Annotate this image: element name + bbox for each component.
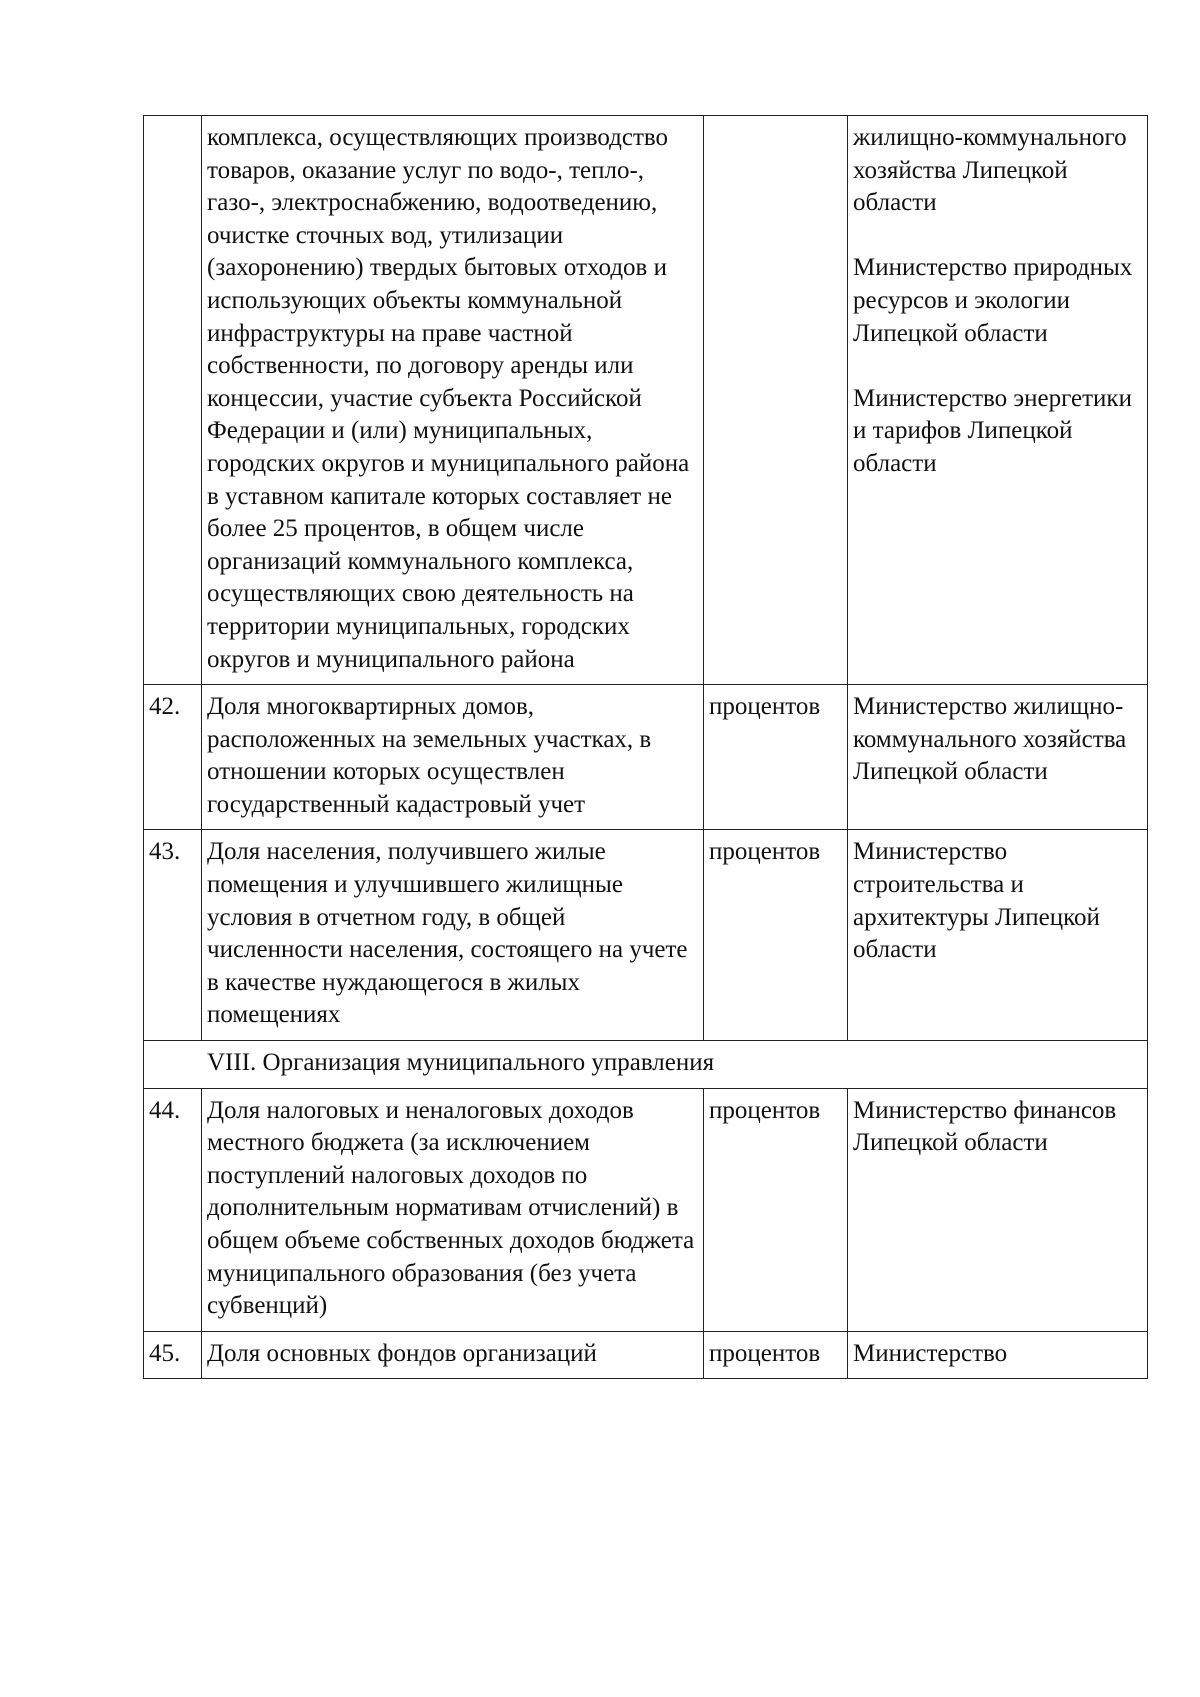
indicator-name: Доля основных фондов организаций bbox=[202, 1331, 704, 1379]
table-row bbox=[144, 1088, 1148, 1331]
indicator-name: Доля многоквартирных домов, расположенных на земельных участках, в отношении которых осуществлен государственный кадастровый учет bbox=[202, 685, 704, 830]
unit-cell bbox=[704, 116, 848, 685]
org-name: жилищно-коммунального хозяйства Липецкой области bbox=[853, 124, 1127, 217]
row-number: 44. bbox=[144, 1088, 202, 1331]
indicator-name: Доля населения, получившего жилые помещения и улучшившего жилищные условия в отчетном году, в общей численности населения, состоящего на учете в качестве нуждающегося в жилых помещениях bbox=[202, 830, 704, 1041]
responsible-org bbox=[848, 116, 1148, 685]
unit-cell: процентов bbox=[704, 1331, 848, 1379]
row-number: 43. bbox=[144, 830, 202, 1041]
unit-cell: процентов bbox=[704, 685, 848, 830]
row-number: 42. bbox=[144, 685, 202, 830]
org-name: Министерство природных ресурсов и экологии Липецкой области bbox=[853, 254, 1133, 347]
table-row bbox=[144, 1331, 1148, 1379]
responsible-org: Министерство bbox=[848, 1331, 1148, 1379]
row-number: 45. bbox=[144, 1331, 202, 1379]
unit-cell: процентов bbox=[704, 1088, 848, 1331]
responsible-org: Министерство финансов Липецкой области bbox=[848, 1088, 1148, 1331]
table-row bbox=[144, 830, 1148, 1041]
row-number bbox=[144, 116, 202, 685]
org-name: Министерство энергетики и тарифов Липецкой области bbox=[853, 384, 1132, 477]
responsible-org: Министерство жилищно-коммунального хозяйства Липецкой области bbox=[848, 685, 1148, 830]
responsible-org: Министерство строительства и архитектуры Липецкой области bbox=[848, 830, 1148, 1041]
indicator-name: Доля налоговых и неналоговых доходов местного бюджета (за исключением поступлений налоговых доходов по дополнительным нормативам отчислений) в общем объеме собственных доходов бюджета муниципального образования (без учета субвенций) bbox=[202, 1088, 704, 1331]
section-title: VIII. Организация муниципального управления bbox=[144, 1041, 1148, 1089]
section-row bbox=[144, 1041, 1148, 1089]
table-row bbox=[144, 685, 1148, 830]
unit-cell: процентов bbox=[704, 830, 848, 1041]
indicator-name: комплекса, осуществляющих производство товаров, оказание услуг по водо-, тепло-, газо-, электроснабжению, водоотведению, очистке сточных вод, утилизации (захоронению) твердых бытовых отходов и использующих объекты коммунальной инфраструктуры на праве частной собственности, по договору аренды или концессии, участие субъекта Российской Федерации и (или) муниципальных, городских округов и муниципального района в уставном капитале которых составляет не более 25 процентов, в общем числе организаций коммунального комплекса, осуществляющих свою деятельность на территории муниципальных, городских округов и муниципального района bbox=[202, 116, 704, 685]
table-row bbox=[144, 116, 1148, 685]
indicators-table bbox=[143, 115, 1148, 1379]
